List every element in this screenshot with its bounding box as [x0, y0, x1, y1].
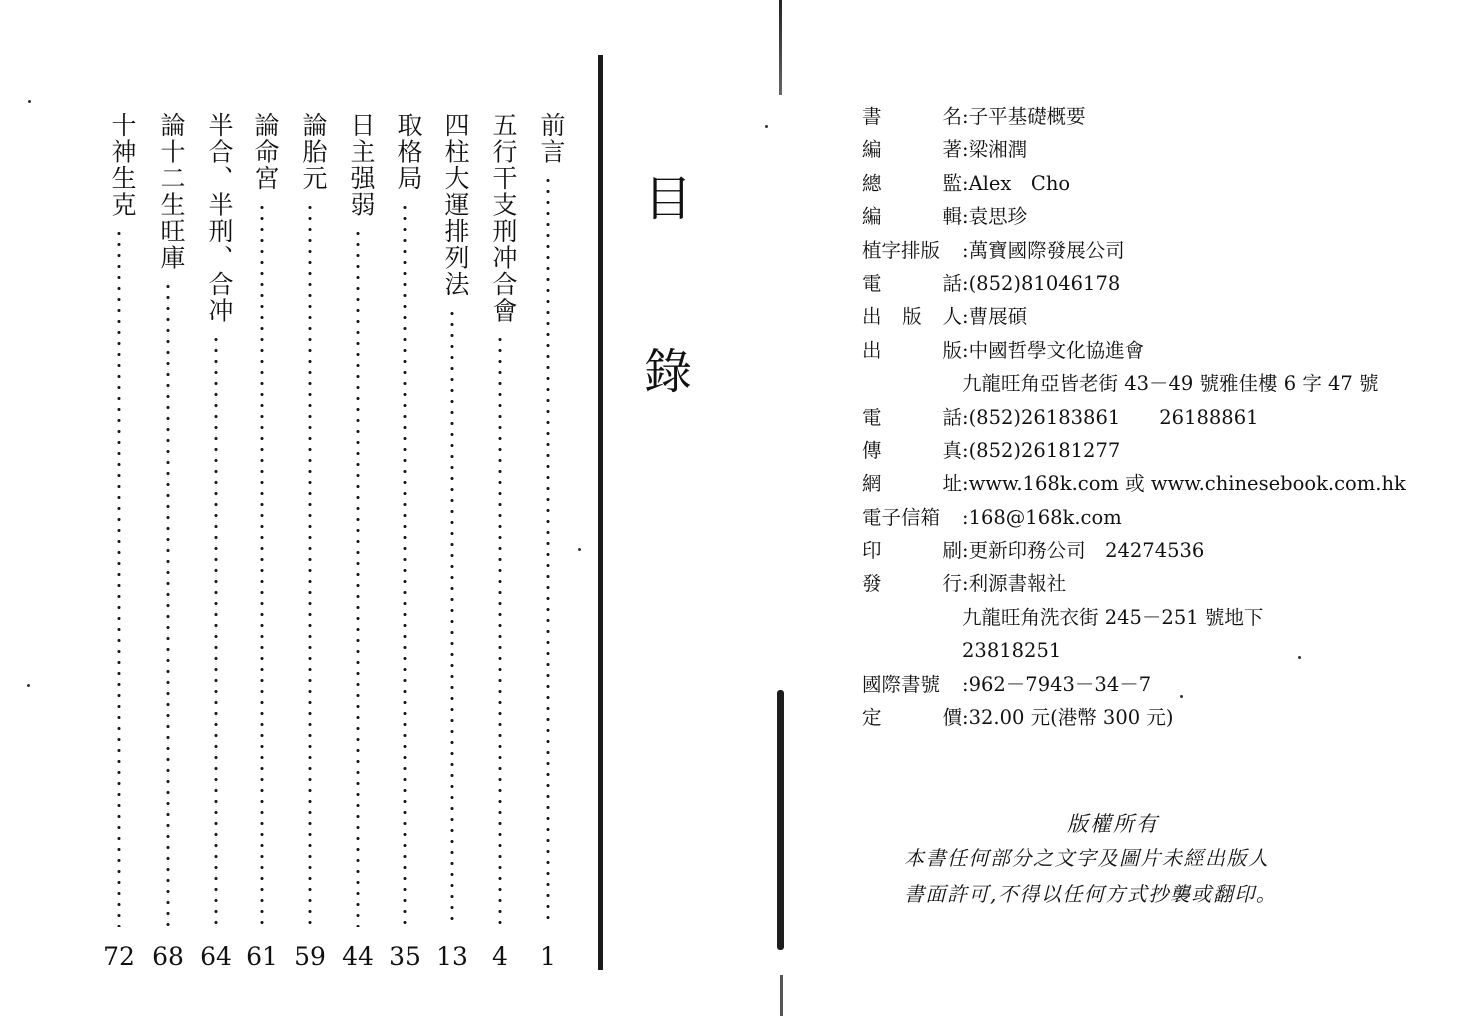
gutter-shadow-top	[779, 0, 782, 95]
gutter-shadow-bottom	[780, 975, 783, 1016]
colophon-label-char: 編	[862, 138, 882, 162]
colophon-label-char: 真	[942, 438, 962, 462]
toc-leader-dots	[166, 281, 170, 927]
colophon-label-char: 址	[942, 472, 962, 496]
colophon-value	[962, 100, 1086, 133]
colophon-separator: :	[962, 271, 969, 295]
colophon-label-char: 印	[862, 539, 882, 563]
colophon-value-text: (852)81046178	[968, 271, 1121, 295]
toc-heading-mu: 目	[643, 171, 692, 227]
toc-entry	[482, 112, 518, 982]
toc-entry	[198, 112, 234, 982]
toc-leader-dots	[546, 175, 550, 927]
colophon-label	[862, 567, 962, 600]
colophon-label-char: 著	[942, 138, 962, 162]
colophon-label-char: 編	[862, 205, 882, 229]
colophon-row	[862, 267, 1442, 300]
colophon-separator: :	[962, 338, 969, 362]
colophon-value-text: 子平基礎概要	[968, 105, 1086, 128]
colophon-label-char: 國際書號	[862, 672, 941, 696]
colophon-value-text: 962－7943－34－7	[968, 672, 1152, 696]
colophon-label	[862, 200, 962, 233]
colophon-value-text: 利源書報社	[968, 572, 1067, 596]
scan-speck	[578, 548, 581, 551]
toc-entry	[434, 112, 470, 982]
colophon-label-char: 定	[862, 706, 882, 730]
colophon-label-char: 輯	[942, 205, 962, 229]
colophon-value-text: 168@168k.com	[968, 505, 1122, 529]
toc-page-number: 13	[436, 942, 468, 971]
colophon-row	[862, 567, 1442, 600]
colophon-label-char: 電子信箱	[862, 505, 941, 529]
colophon-value-text: 袁思珍	[968, 205, 1028, 229]
colophon-row	[862, 401, 1442, 434]
colophon-separator: :	[962, 706, 969, 730]
colophon-value	[962, 234, 1125, 267]
colophon-row	[862, 167, 1442, 200]
colophon-row	[862, 133, 1442, 166]
colophon-label-char: 版	[902, 305, 922, 329]
colophon-label	[862, 300, 962, 333]
colophon-label	[862, 668, 962, 701]
colophon-label-char: 行	[942, 572, 962, 596]
colophon-label-char: 網	[862, 472, 882, 496]
colophon-label-char: 人	[942, 305, 962, 329]
colophon-value	[962, 668, 1151, 701]
colophon-value	[962, 200, 1027, 233]
colophon-separator: :	[962, 438, 969, 462]
colophon-label-char: 名	[942, 105, 962, 128]
toc-page-number: 61	[246, 942, 278, 971]
toc-entry-title: 半合、半刑、合冲	[205, 112, 234, 324]
scan-speck	[27, 684, 30, 687]
colophon-value-text: Alex Cho	[968, 171, 1071, 195]
toc-vertical-rule	[598, 55, 603, 970]
colophon-value-text: (852)26181277	[968, 438, 1121, 462]
colophon-value	[962, 701, 1173, 734]
scan-speck	[28, 100, 31, 103]
colophon-value	[962, 567, 1066, 600]
toc-leader-dots	[403, 202, 407, 927]
colophon-label	[862, 167, 962, 200]
colophon-label	[862, 467, 962, 500]
colophon-value-text: 中國哲學文化協進會	[968, 338, 1145, 362]
colophon	[862, 100, 1442, 734]
toc-page-number: 68	[152, 942, 184, 971]
colophon-row	[862, 534, 1442, 567]
toc-entry	[387, 112, 423, 982]
colophon-label	[862, 434, 962, 467]
colophon-label-char: 刷	[942, 539, 962, 563]
colophon-separator: :	[962, 405, 969, 429]
colophon-separator: :	[962, 205, 969, 229]
colophon-label-char: 傳	[862, 438, 882, 462]
colophon-row	[862, 300, 1442, 333]
toc-page-number: 1	[540, 942, 556, 971]
colophon-value	[962, 133, 1027, 166]
colophon-row	[862, 601, 1442, 634]
toc-page-number: 44	[342, 942, 374, 971]
toc-leader-dots	[117, 228, 121, 927]
toc-entry-title: 取格局	[394, 112, 423, 192]
colophon-label-char: 出	[862, 338, 882, 362]
toc-page-number: 4	[492, 942, 508, 971]
colophon-value	[962, 467, 1406, 500]
colophon-value	[962, 401, 1259, 434]
colophon-label	[862, 701, 962, 734]
colophon-row	[862, 501, 1442, 534]
colophon-value-text: 九龍旺角亞皆老街 43－49 號雅佳樓 6 字 47 號	[962, 372, 1379, 396]
toc-entry-title: 十神生克	[108, 112, 137, 218]
colophon-value	[962, 367, 1379, 400]
colophon-value-text: 曹展碩	[968, 305, 1028, 329]
toc-entry-title: 前言	[537, 112, 566, 165]
colophon-separator: :	[962, 105, 969, 128]
colophon-value	[962, 334, 1144, 367]
copyright-line: 本書任何部分之文字及圖片未經出版人	[904, 846, 1270, 870]
toc-leader-dots	[308, 202, 312, 927]
toc-leader-dots	[498, 334, 502, 927]
toc-heading-lu: 錄	[643, 344, 692, 400]
toc-entry-title: 論命宮	[251, 112, 280, 192]
colophon-label-char: 植字排版	[862, 238, 941, 262]
colophon-label-char: 書	[862, 105, 882, 128]
colophon-label-char: 話	[942, 405, 962, 429]
colophon-value	[962, 601, 1263, 634]
colophon-separator: :	[962, 171, 969, 195]
colophon-separator: :	[962, 539, 969, 563]
colophon-row	[862, 467, 1442, 500]
colophon-separator: :	[962, 472, 969, 496]
toc-entry	[530, 112, 566, 982]
colophon-row	[862, 701, 1442, 734]
toc-entry-title: 五行干支刑冲合會	[489, 112, 518, 324]
toc-entry	[340, 112, 376, 982]
colophon-value-text: 32.00 元(港幣 300 元)	[968, 706, 1174, 730]
colophon-label-char: 電	[862, 405, 882, 429]
colophon-value-text: 萬寶國際發展公司	[968, 238, 1125, 262]
colophon-value-text: 23818251	[962, 639, 1062, 663]
colophon-separator: :	[962, 305, 969, 329]
gutter-shadow-middle	[777, 690, 784, 950]
toc-entry-title: 論十二生旺庫	[157, 112, 186, 271]
colophon-separator: :	[962, 505, 969, 529]
colophon-label	[862, 100, 962, 133]
colophon-label	[862, 534, 962, 567]
copyright-line: 書面許可,不得以任何方式抄襲或翻印。	[904, 882, 1278, 906]
colophon-value-text: 更新印務公司 24274536	[968, 539, 1205, 563]
toc-leader-dots	[260, 202, 264, 927]
colophon-value-text: 梁湘潤	[968, 138, 1028, 162]
colophon-row	[862, 634, 1442, 667]
colophon-label	[862, 267, 962, 300]
colophon-label-char: 監	[942, 171, 962, 195]
toc-page-number: 35	[389, 942, 421, 971]
colophon-value	[962, 434, 1120, 467]
colophon-row	[862, 234, 1442, 267]
colophon-value	[962, 534, 1204, 567]
colophon-label	[862, 501, 962, 534]
toc-entry-title: 日主强弱	[347, 112, 376, 218]
colophon-row	[862, 367, 1442, 400]
colophon-row	[862, 434, 1442, 467]
scan-speck	[765, 125, 768, 128]
colophon-label	[862, 234, 962, 267]
colophon-separator: :	[962, 572, 969, 596]
toc-entry	[101, 112, 137, 982]
colophon-label-char: 電	[862, 271, 882, 295]
colophon-label	[862, 334, 962, 367]
colophon-value-text: (852)26183861 26188861	[968, 405, 1259, 429]
colophon-row	[862, 334, 1442, 367]
toc-page-number: 59	[294, 942, 326, 971]
toc-entry	[244, 112, 280, 982]
colophon-label	[862, 401, 962, 434]
colophon-row	[862, 100, 1442, 133]
toc-entry	[292, 112, 328, 982]
colophon-label-char: 出	[862, 305, 882, 329]
colophon-value-text: 九龍旺角洗衣街 245－251 號地下	[962, 605, 1264, 629]
toc-entry	[150, 112, 186, 982]
colophon-value	[962, 501, 1122, 534]
colophon-value	[962, 267, 1120, 300]
colophon-row	[862, 668, 1442, 701]
colophon-label-char: 價	[942, 706, 962, 730]
colophon-label-char: 話	[942, 271, 962, 295]
colophon-value	[962, 300, 1027, 333]
colophon-row	[862, 200, 1442, 233]
colophon-label-char: 發	[862, 572, 882, 596]
toc-page-number: 64	[200, 942, 232, 971]
colophon-separator: :	[962, 138, 969, 162]
colophon-value	[962, 634, 1061, 667]
toc-leader-dots	[214, 334, 218, 927]
colophon-label-char: 版	[942, 338, 962, 362]
colophon-label-char: 總	[862, 171, 882, 195]
toc-leader-dots	[356, 228, 360, 927]
colophon-separator: :	[962, 238, 969, 262]
colophon-value	[962, 167, 1070, 200]
colophon-label	[862, 133, 962, 166]
colophon-separator: :	[962, 672, 969, 696]
toc-entry-title: 四柱大運排列法	[441, 112, 470, 298]
colophon-value-text: www.168k.com 或 www.chinesebook.com.hk	[968, 472, 1406, 496]
toc-page-number: 72	[103, 942, 135, 971]
toc-entry-title: 論胎元	[299, 112, 328, 192]
copyright-title: 版權所有	[1067, 812, 1159, 836]
toc-leader-dots	[450, 308, 454, 927]
